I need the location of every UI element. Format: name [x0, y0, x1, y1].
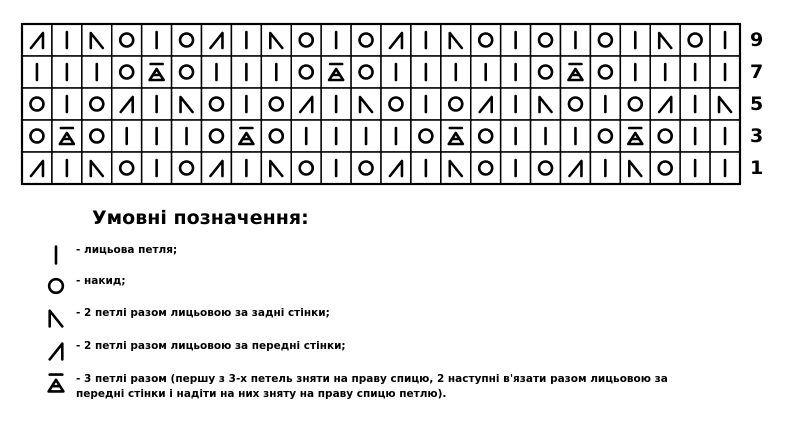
chart-cell	[112, 24, 142, 56]
chart-cell	[441, 152, 471, 184]
chart-cell	[261, 24, 291, 56]
chart-cell	[531, 56, 561, 88]
chart-cell	[82, 56, 112, 88]
chart-cell	[351, 88, 381, 120]
chart-cell	[620, 24, 650, 56]
chart-cell	[52, 56, 82, 88]
chart-cell	[82, 120, 112, 152]
chart-cell	[381, 120, 411, 152]
legend-text: - 2 петлі разом лицьовою за задні стінки;	[76, 307, 330, 319]
ssk-symbol	[50, 311, 63, 327]
legend-title: Умовні позначення:	[92, 207, 309, 229]
chart-row	[22, 88, 740, 120]
row-number: 1	[750, 157, 764, 179]
chart-cell	[231, 88, 261, 120]
chart-cell	[351, 24, 381, 56]
chart-cell	[441, 24, 471, 56]
chart-cell	[561, 24, 591, 56]
chart-cell	[650, 56, 680, 88]
chart-cell	[471, 56, 501, 88]
chart-cell	[501, 88, 531, 120]
chart-cell	[501, 56, 531, 88]
chart-cell	[261, 88, 291, 120]
chart-cell	[411, 120, 441, 152]
chart-cell	[22, 120, 52, 152]
chart-cell	[172, 88, 202, 120]
chart-cell	[650, 120, 680, 152]
chart-cell	[231, 24, 261, 56]
chart-cell	[351, 120, 381, 152]
chart-cell	[321, 24, 351, 56]
chart-cell	[471, 88, 501, 120]
chart-cell	[321, 152, 351, 184]
legend-text: - лицьова петля;	[76, 244, 178, 256]
chart-cell	[321, 56, 351, 88]
chart-cell	[321, 120, 351, 152]
chart-cell	[82, 24, 112, 56]
chart-cell	[291, 88, 321, 120]
chart-cell	[590, 88, 620, 120]
chart-cell	[381, 24, 411, 56]
chart-cell	[381, 88, 411, 120]
chart-cell	[52, 152, 82, 184]
legend-symbol	[40, 338, 72, 362]
chart-cell	[291, 152, 321, 184]
legend-text: - 3 петлі разом (першу з 3-х петель зняти на праву спицю, 2 наступні в'язати разом лицьовою за передні стінки і надіти на них зняту на праву спицю петлю).	[76, 373, 668, 400]
chart-cell	[112, 56, 142, 88]
chart-cell	[261, 56, 291, 88]
chart-cell	[291, 56, 321, 88]
chart-cell	[441, 88, 471, 120]
chart-cell	[411, 24, 441, 56]
chart-row	[22, 120, 740, 152]
yarn-over-symbol	[49, 279, 63, 293]
k2tog-symbol	[50, 344, 63, 360]
chart-cell	[22, 24, 52, 56]
legend-item	[40, 338, 346, 362]
chart-cell	[441, 120, 471, 152]
chart-cell	[291, 24, 321, 56]
chart-cell	[202, 24, 232, 56]
chart-cell	[710, 56, 740, 88]
chart-cell	[172, 152, 202, 184]
chart-cell	[650, 152, 680, 184]
chart-cell	[561, 152, 591, 184]
chart-cell	[231, 120, 261, 152]
chart-row	[22, 24, 740, 56]
chart-cell	[261, 152, 291, 184]
chart-cell	[531, 24, 561, 56]
legend-symbol	[40, 305, 72, 329]
chart-cell	[411, 56, 441, 88]
chart-cell	[291, 120, 321, 152]
chart-cell	[501, 152, 531, 184]
chart-cell	[22, 88, 52, 120]
chart-cell	[710, 120, 740, 152]
legend-text: - накид;	[76, 275, 126, 287]
chart-cell	[471, 24, 501, 56]
chart-cell	[680, 88, 710, 120]
row-number: 3	[750, 125, 764, 147]
chart-cell	[22, 152, 52, 184]
chart-cell	[202, 88, 232, 120]
legend-text: - 2 петлі разом лицьовою за передні стінки;	[76, 340, 346, 352]
chart-cell	[620, 152, 650, 184]
chart-cell	[590, 56, 620, 88]
chart-row	[22, 152, 740, 184]
chart-cell	[142, 56, 172, 88]
chart-cell	[82, 88, 112, 120]
chart-cell	[590, 24, 620, 56]
chart-cell	[202, 152, 232, 184]
chart-row	[22, 56, 740, 88]
row-number: 5	[750, 93, 764, 115]
chart-cell	[471, 120, 501, 152]
chart-cell	[710, 24, 740, 56]
legend-item	[40, 273, 126, 297]
chart-cell	[351, 56, 381, 88]
chart-cell	[561, 88, 591, 120]
chart-cell	[411, 88, 441, 120]
chart-cell	[351, 152, 381, 184]
chart-cell	[52, 88, 82, 120]
chart-cell	[172, 24, 202, 56]
chart-cell	[52, 120, 82, 152]
chart-cell	[590, 120, 620, 152]
s3-symbol	[49, 375, 64, 392]
chart-cell	[142, 152, 172, 184]
chart-cell	[650, 24, 680, 56]
chart-cell	[561, 56, 591, 88]
chart-cell	[620, 56, 650, 88]
chart-cell	[261, 120, 291, 152]
chart-cell	[680, 24, 710, 56]
chart-cell	[381, 152, 411, 184]
chart-cell	[411, 152, 441, 184]
chart-cell	[471, 152, 501, 184]
chart-cell	[52, 24, 82, 56]
chart-cell	[202, 56, 232, 88]
chart-cell	[142, 120, 172, 152]
chart-cell	[680, 120, 710, 152]
chart-cell	[531, 88, 561, 120]
chart-cell	[531, 152, 561, 184]
row-number: 7	[750, 61, 764, 83]
chart-cell	[381, 56, 411, 88]
legend-symbol	[40, 242, 72, 266]
knitting-chart	[0, 0, 801, 200]
chart-cell	[680, 56, 710, 88]
chart-cell	[112, 88, 142, 120]
chart-cell	[172, 56, 202, 88]
chart-cell	[680, 152, 710, 184]
chart-cell	[710, 152, 740, 184]
legend-item	[40, 370, 716, 402]
chart-cell	[142, 88, 172, 120]
chart-cell	[441, 56, 471, 88]
legend-symbol	[40, 370, 72, 394]
chart-cell	[142, 24, 172, 56]
chart-cell	[112, 120, 142, 152]
legend-symbol	[40, 273, 72, 297]
chart-cell	[231, 56, 261, 88]
chart-cell	[202, 120, 232, 152]
chart-cell	[620, 88, 650, 120]
chart-cell	[112, 152, 142, 184]
chart-cell	[172, 120, 202, 152]
row-number: 9	[750, 29, 764, 51]
chart-cell	[501, 24, 531, 56]
chart-cell	[501, 120, 531, 152]
chart-cell	[620, 120, 650, 152]
chart-cell	[22, 56, 52, 88]
chart-cell	[710, 88, 740, 120]
chart-cell	[321, 88, 351, 120]
chart-cell	[561, 120, 591, 152]
chart-cell	[231, 152, 261, 184]
chart-cell	[650, 88, 680, 120]
chart-cell	[590, 152, 620, 184]
legend-item	[40, 242, 177, 266]
legend-item	[40, 305, 330, 329]
chart-cell	[531, 120, 561, 152]
chart-cell	[82, 152, 112, 184]
